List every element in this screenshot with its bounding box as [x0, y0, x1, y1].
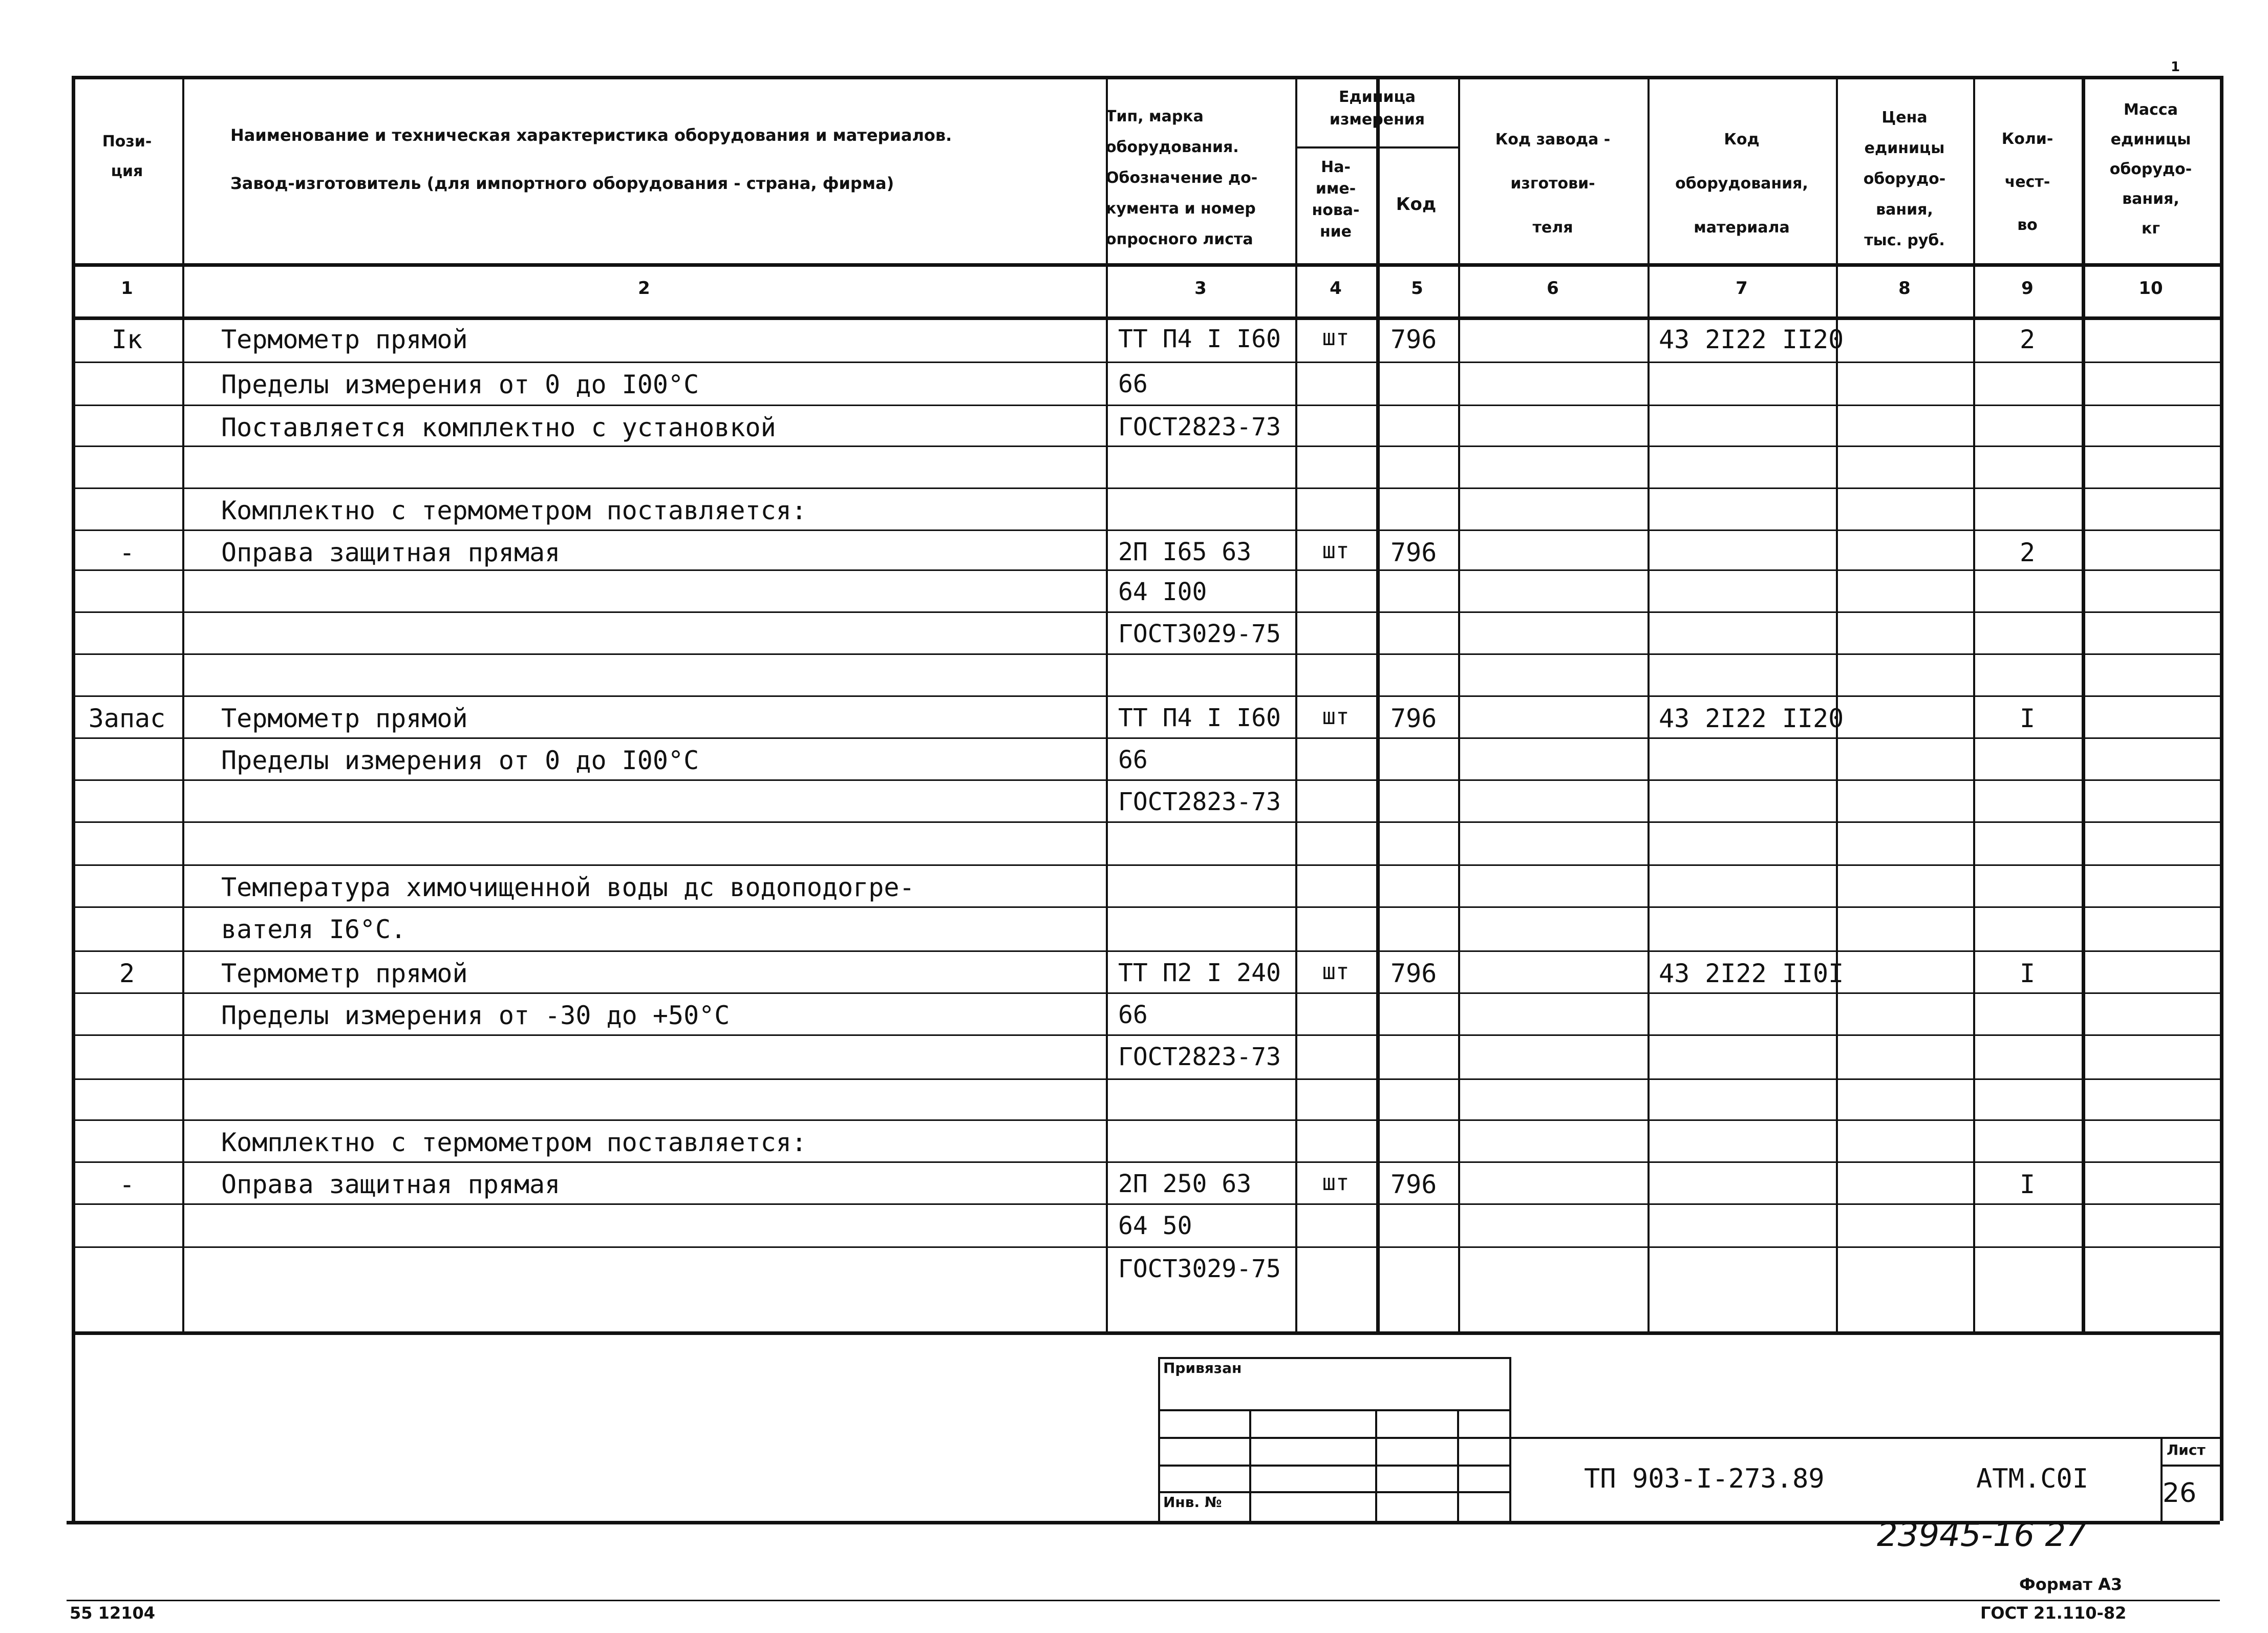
header-type: Тип, марка оборудования. Обозначение до- кумента и номер опросного листа — [1106, 108, 1258, 248]
row-type: ТТ П4 I I60 — [1118, 704, 1281, 732]
row-divider — [72, 779, 2220, 781]
row-name: Комплектно с термометром поставляется: — [221, 1128, 807, 1157]
row-unit: шт — [1322, 1170, 1350, 1196]
header-quantity: Коли- чест- во — [2001, 130, 2053, 234]
stamp-right — [1509, 1357, 1511, 1521]
row-divider — [72, 611, 2220, 613]
header-position: Пози- ция — [102, 133, 152, 180]
row-divider — [72, 1161, 2220, 1163]
row-name: Поставляется комплектно с установкой — [221, 413, 776, 442]
title-line — [1509, 1437, 2220, 1439]
column-number: 3 — [1194, 278, 1207, 299]
row-unit-code: 796 — [1390, 959, 1437, 988]
inventory-number-label: Инв. № — [1163, 1494, 1222, 1511]
row-unit: шт — [1322, 325, 1350, 351]
header-factory-code: Код завода - изготови- теля — [1495, 131, 1611, 237]
frame-right — [2220, 76, 2223, 1521]
row-divider — [72, 992, 2220, 994]
column-number: 6 — [1547, 278, 1559, 299]
handwritten-number: 23945-16 27 — [1877, 1516, 2087, 1554]
row-name: Оправа защитная прямая — [221, 538, 561, 567]
column-number: 4 — [1330, 278, 1342, 299]
row-divider — [72, 362, 2220, 363]
row-unit-code: 796 — [1390, 325, 1437, 354]
row-divider — [72, 737, 2220, 739]
gost-label: ГОСТ 21.110-82 — [1980, 1603, 2127, 1623]
row-divider — [72, 1119, 2220, 1121]
document-number: ТП 903-I-273.89 — [1584, 1464, 1825, 1494]
document-code: АТМ.С0I — [1976, 1464, 2089, 1494]
row-type: 64 50 — [1118, 1212, 1192, 1240]
row-unit: шт — [1322, 704, 1350, 730]
row-type: ГОСТ2823-73 — [1118, 413, 1281, 441]
row-name: Термометр прямой — [221, 704, 468, 733]
header-unit-name: На- име- нова- ние — [1312, 158, 1360, 241]
row-type: 2П I65 63 — [1118, 538, 1252, 566]
format-label: Формат А3 — [2019, 1575, 2123, 1594]
row-unit: шт — [1322, 538, 1350, 564]
frame-left — [72, 76, 75, 1521]
row-type: 2П 250 63 — [1118, 1170, 1252, 1198]
table-bottom — [72, 1331, 2220, 1335]
row-type: 64 I00 — [1118, 578, 1207, 606]
stamp-divider — [1457, 1409, 1459, 1521]
header-name-line1: Наименование и техническая характеристика оборудования и материалов. — [230, 125, 952, 145]
row-position: Запас — [88, 704, 166, 733]
row-name: Термометр прямой — [221, 959, 468, 988]
sheet-box-divider — [2160, 1465, 2220, 1467]
row-equipment-code: 43 2I22 II20 — [1659, 704, 1844, 733]
row-type: 66 — [1118, 746, 1148, 774]
row-quantity: I — [2019, 959, 2036, 988]
row-divider — [72, 405, 2220, 406]
stamp-divider — [1375, 1409, 1377, 1521]
column-number: 5 — [1411, 278, 1423, 299]
row-quantity: I — [2019, 704, 2036, 733]
header-mass: Масса единицы оборудо- вания, кг — [2109, 101, 2192, 238]
header-name-line2: Завод-изготовитель (для импортного оборудования - страна, фирма) — [230, 174, 894, 193]
row-quantity: 2 — [2019, 325, 2036, 354]
column-number: 9 — [2021, 278, 2034, 299]
column-number: 1 — [121, 278, 133, 299]
sheet-label: Лист — [2167, 1441, 2206, 1458]
bottom-left-code: 55 12104 — [70, 1603, 155, 1623]
attached-label: Привязан — [1163, 1360, 1242, 1376]
row-divider — [72, 864, 2220, 866]
row-quantity: 2 — [2019, 538, 2036, 567]
stamp-top — [1158, 1357, 1509, 1359]
column-number: 7 — [1736, 278, 1748, 299]
footer-rule — [67, 1600, 2220, 1601]
column-number: 8 — [1898, 278, 1911, 299]
frame-top — [72, 76, 2220, 79]
row-type: 66 — [1118, 370, 1148, 398]
row-divider — [72, 950, 2220, 952]
row-unit-code: 796 — [1390, 538, 1437, 567]
stamp-divider — [1249, 1409, 1251, 1521]
row-divider — [72, 1246, 2220, 1248]
row-type: ГОСТ2823-73 — [1118, 788, 1281, 816]
row-divider — [72, 653, 2220, 655]
row-divider — [72, 1078, 2220, 1080]
row-divider — [72, 695, 2220, 697]
row-divider — [72, 1034, 2220, 1036]
row-equipment-code: 43 2I22 II20 — [1659, 325, 1844, 354]
row-position: 2 — [119, 959, 135, 988]
row-unit-code: 796 — [1390, 1170, 1437, 1199]
sheet-box-left — [2160, 1437, 2163, 1521]
corner-mark: 1 — [2171, 59, 2180, 75]
header-bottom — [72, 263, 2220, 267]
row-type: ТТ П4 I I60 — [1118, 325, 1281, 353]
unit-group-divider — [1295, 146, 1458, 149]
stamp-left — [1158, 1357, 1160, 1521]
frame-bottom — [67, 1521, 2220, 1524]
row-divider — [72, 446, 2220, 447]
row-type: ТТ П2 I 240 — [1118, 959, 1281, 987]
row-equipment-code: 43 2I22 II0I — [1659, 959, 1844, 988]
row-divider — [72, 487, 2220, 489]
row-type: 66 — [1118, 1001, 1148, 1029]
column-number: 10 — [2138, 278, 2163, 299]
row-quantity: I — [2019, 1170, 2036, 1199]
row-name: Пределы измерения от -30 до +50°С — [221, 1001, 730, 1030]
row-divider — [72, 821, 2220, 823]
row-divider — [72, 529, 2220, 531]
row-name: Комплектно с термометром поставляется: — [221, 496, 807, 525]
row-divider — [72, 569, 2220, 571]
row-name: вателя I6°С. — [221, 915, 406, 944]
sheet-number: 26 — [2163, 1478, 2197, 1509]
row-type: ГОСТ2823-73 — [1118, 1043, 1281, 1071]
row-name: Термометр прямой — [221, 325, 468, 354]
row-name: Оправа защитная прямая — [221, 1170, 561, 1199]
row-unit: шт — [1322, 959, 1350, 985]
row-type: ГОСТ3029-75 — [1118, 620, 1281, 648]
header-unit-group: Единица измерения — [1329, 88, 1425, 129]
column-number-bottom — [72, 316, 2220, 320]
header-unit-code: Код — [1396, 194, 1437, 215]
row-position: - — [119, 1170, 135, 1199]
header-equipment-code: Код оборудования, материала — [1675, 131, 1808, 237]
row-divider — [72, 906, 2220, 908]
row-unit-code: 796 — [1390, 704, 1437, 733]
column-number: 2 — [638, 278, 650, 299]
row-type: ГОСТ3029-75 — [1118, 1255, 1281, 1283]
row-divider — [72, 1203, 2220, 1205]
row-name: Температура химочищенной воды дс водоподогре- — [221, 873, 915, 902]
row-position: - — [119, 538, 135, 567]
header-price: Цена единицы оборудо- вания, тыс. руб. — [1863, 109, 1946, 249]
row-name: Пределы измерения от 0 до I00°С — [221, 746, 699, 775]
row-name: Пределы измерения от 0 до I00°С — [221, 370, 699, 399]
row-position: Iк — [111, 325, 143, 354]
